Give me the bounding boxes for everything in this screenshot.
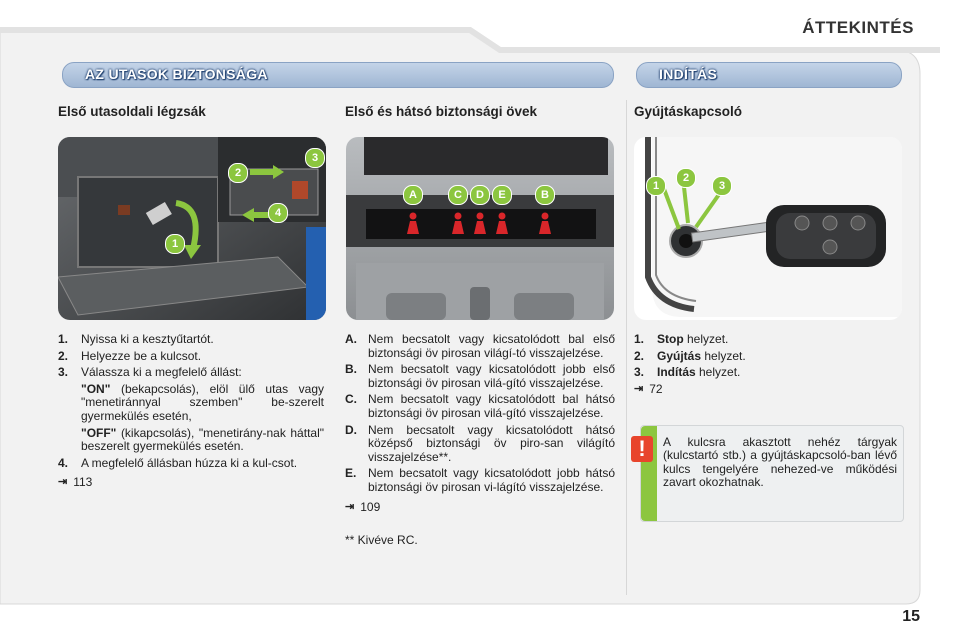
seatbelt-panel-photo bbox=[346, 137, 614, 320]
glovebox-callout: 3 bbox=[305, 148, 325, 168]
list-item bbox=[58, 350, 324, 364]
list-item bbox=[345, 363, 615, 390]
ignition-instructions bbox=[634, 333, 900, 396]
page-ref-arrow-icon: ⇥ bbox=[345, 500, 355, 513]
item-text: Nem becsatolt vagy kicsatolódott bal első biztonsági öv pirosan világí-tó visszajelzése. bbox=[368, 332, 615, 360]
page-header-title: ÁTTEKINTÉS bbox=[802, 18, 914, 37]
seatbelt-callout: D bbox=[470, 185, 490, 205]
item-number: 4. bbox=[58, 455, 69, 470]
off-option bbox=[81, 427, 324, 454]
item-number: 1. bbox=[58, 332, 69, 346]
list-item bbox=[634, 333, 900, 347]
item-text: Nyissa ki a kesztyűtartót. bbox=[81, 332, 214, 346]
page-ref-arrow-icon: ⇥ bbox=[58, 476, 68, 489]
on-label: "ON" bbox=[81, 381, 111, 396]
list-item bbox=[634, 350, 900, 364]
item-letter: B. bbox=[345, 362, 357, 377]
off-label: "OFF" bbox=[81, 425, 117, 440]
item-letter: E. bbox=[345, 466, 357, 481]
warning-icon: ! bbox=[631, 436, 653, 462]
item-text: Válassza ki a megfelelő állást: bbox=[81, 365, 242, 380]
page-reference[interactable] bbox=[634, 383, 900, 397]
position-name: Gyújtás bbox=[657, 348, 702, 363]
item-text: Nem becsatolt vagy kicsatolódott jobb hátsó biztonsági öv pirosan vi-lágító visszajelzése. bbox=[368, 466, 615, 494]
list-item bbox=[345, 393, 615, 420]
item-number: 1. bbox=[634, 332, 645, 346]
list-item bbox=[345, 333, 615, 360]
item-text: A megfelelő állásban húzza ki a kul-csot. bbox=[81, 455, 298, 470]
list-item bbox=[345, 424, 615, 465]
item-number: 2. bbox=[634, 348, 645, 363]
glovebox-callout: 2 bbox=[228, 163, 248, 183]
page-number: 15 bbox=[902, 608, 920, 625]
footnote: ** Kivéve RC. bbox=[345, 533, 418, 548]
seatbelt-callout: C bbox=[448, 185, 468, 205]
warning-text: A kulcsra akasztott nehéz tárgyak (kulcstartó stb.) a gyújtáskapcsoló-ban lévő kulcs tengelyére nehezed-ve működési zavart okozhatnak. bbox=[663, 435, 897, 490]
seatbelt-callout: A bbox=[403, 185, 423, 205]
on-text: (bekapcsolás), elöl ülő utas vagy "menetiránnyal szemben" be-szerelt gyermekülés esetén, bbox=[81, 381, 324, 423]
banner-label: INDÍTÁS bbox=[659, 66, 718, 82]
list-item bbox=[345, 467, 615, 494]
list-item bbox=[58, 457, 324, 471]
airbag-instructions bbox=[58, 333, 324, 490]
list-item bbox=[58, 333, 324, 347]
warning-box bbox=[640, 425, 904, 522]
glovebox-callout: 4 bbox=[268, 203, 288, 223]
belts-instructions bbox=[345, 333, 615, 548]
list-item bbox=[634, 366, 900, 380]
position-name: Indítás bbox=[657, 365, 696, 380]
ignition-photo bbox=[634, 137, 902, 320]
item-number: 3. bbox=[634, 365, 645, 380]
glovebox-callout: 1 bbox=[165, 234, 185, 254]
ignition-callout: 2 bbox=[676, 168, 696, 188]
item-text: helyzet. bbox=[683, 332, 729, 346]
item-letter: A. bbox=[345, 332, 357, 346]
section-banner-start bbox=[636, 62, 902, 88]
ignition-callout: 1 bbox=[646, 176, 666, 196]
column-divider bbox=[626, 100, 627, 595]
seatbelt-callout: B bbox=[535, 185, 555, 205]
page-reference[interactable] bbox=[58, 476, 324, 490]
item-text: Nem becsatolt vagy kicsatolódott jobb első biztonsági öv pirosan vilá-gító visszajelzése. bbox=[368, 362, 615, 390]
seatbelt-callout: E bbox=[492, 185, 512, 205]
airbag-section-title: Első utasoldali légzsák bbox=[58, 104, 206, 119]
ignition-section-title: Gyújtáskapcsoló bbox=[634, 104, 743, 119]
off-text: (kikapcsolás), "menetirány-nak háttal" beszerelt gyermekülés esetén. bbox=[81, 425, 324, 454]
position-name: Stop bbox=[657, 332, 684, 346]
on-option bbox=[81, 383, 324, 424]
item-letter: C. bbox=[345, 392, 357, 407]
belts-section-title: Első és hátsó biztonsági övek bbox=[345, 104, 538, 119]
ignition-callout: 3 bbox=[712, 176, 732, 196]
page-ref-number: 113 bbox=[73, 475, 93, 490]
glovebox-photo bbox=[58, 137, 326, 320]
banner-label: AZ UTASOK BIZTONSÁGA bbox=[85, 66, 268, 82]
page-ref-number: 109 bbox=[360, 499, 381, 514]
item-text: Helyezze be a kulcsot. bbox=[81, 348, 202, 363]
item-number: 2. bbox=[58, 348, 69, 363]
item-number: 3. bbox=[58, 365, 69, 380]
page-ref-arrow-icon: ⇥ bbox=[634, 382, 644, 395]
item-text: Nem becsatolt vagy kicsatolódott bal hátsó biztonsági öv pirosan vilá-gító visszajelzése. bbox=[368, 392, 615, 420]
section-banner-safety bbox=[62, 62, 614, 88]
item-letter: D. bbox=[345, 422, 357, 437]
page-ref-number: 72 bbox=[649, 381, 663, 396]
page-reference[interactable] bbox=[345, 501, 615, 515]
item-text: helyzet. bbox=[695, 365, 741, 380]
list-item bbox=[58, 366, 324, 380]
item-text: Nem becsatolt vagy kicsatolódott hátsó középső biztonsági öv piro-san világító visszajelzése**. bbox=[368, 422, 615, 464]
item-text: helyzet. bbox=[701, 348, 746, 363]
